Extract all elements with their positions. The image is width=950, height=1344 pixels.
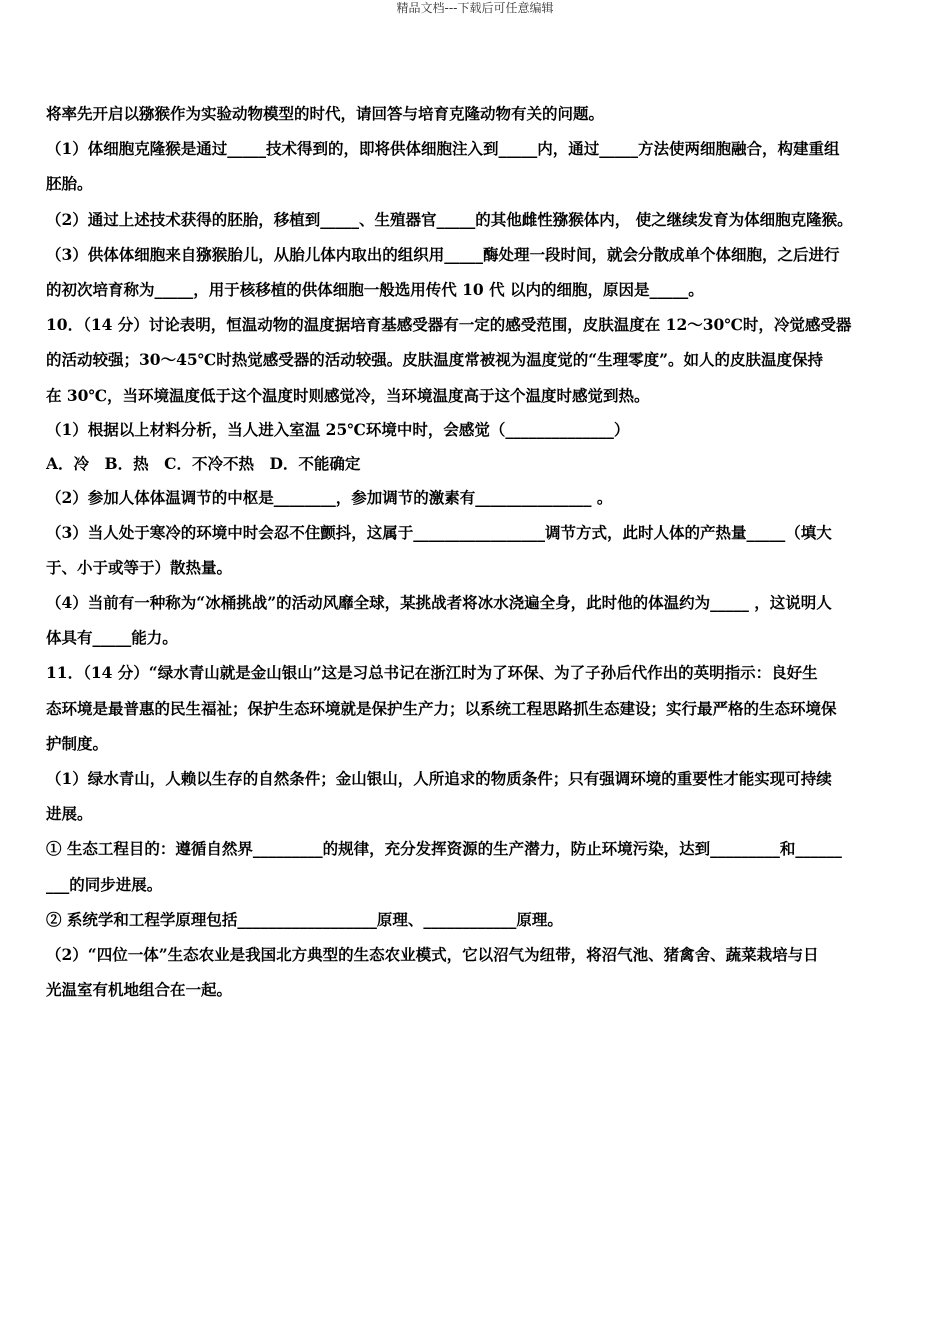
text-line: （2）“四位一体”生态农业是我国北方典型的生态农业模式，它以沼气为纽带，将沼气池、猪禽舍、蔬菜栽培与日: [46, 944, 819, 964]
text-line: 的初次培育称为_____，用于核移植的供体细胞一般选用传代 10 代 以内的细胞，原因是_____。: [46, 279, 704, 299]
text-line: 护制度。: [46, 733, 109, 753]
text-line: 在 30℃，当环境温度低于这个温度时则感觉冷，当环境温度高于这个温度时感觉到热。: [46, 385, 650, 405]
text-line: ② 系统学和工程学原理包括__________________原理、____________原理。: [46, 909, 563, 929]
document-body: [46, 96, 908, 1007]
text-line: 11．（14 分）“绿水青山就是金山银山”这是习总书记在浙江时为了环保、为了子孙后代作出的英明指示：良好生: [46, 663, 818, 683]
text-line: 进展。: [46, 804, 93, 824]
text-line: 胚胎。: [46, 174, 93, 194]
text-line: 光温室有机地组合在一起。: [46, 980, 233, 1000]
text-line: （2）通过上述技术获得的胚胎，移植到_____、生殖器官_____的其他雌性猕猴体内， 使之继续发育为体细胞克隆猴。: [46, 209, 853, 229]
text-line: ___的同步进展。: [46, 874, 163, 894]
text-line: （1）体细胞克隆猴是通过_____技术得到的，即将供体细胞注入到_____内，通过_____方法使两细胞融合，构建重组: [46, 139, 840, 159]
text-line: （1）根据以上材料分析，当人进入室温 25℃环境中时，会感觉（______________）: [46, 419, 630, 439]
text-line: （1）绿水青山，人赖以生存的自然条件；金山银山，人所追求的物质条件；只有强调环境的重要性才能实现可持续: [46, 769, 832, 788]
text-line: （3）供体体细胞来自猕猴胎儿，从胎儿体内取出的组织用_____酶处理一段时间，就会分散成单个体细胞，之后进行: [46, 244, 840, 264]
text-line: 体具有_____能力。: [46, 628, 178, 648]
text-line: （3）当人处于寒冷的环境中时会忍不住颤抖，这属于_________________调节方式，此时人体的产热量_____（填大: [46, 522, 832, 542]
text-line: （4）当前有一种称为“冰桶挑战”的活动风靡全球，某挑战者将冰水浇遍全身，此时他的体温约为_____ ，这说明人: [46, 593, 832, 613]
text-line: （2）参加人体体温调节的中枢是________，参加调节的激素有_______________ 。: [46, 487, 613, 507]
text-line: 将率先开启以猕猴作为实验动物模型的时代，请回答与培育克隆动物有关的问题。: [46, 104, 605, 123]
text-line: 10．（14 分）讨论表明，恒温动物的温度据培育基感受器有一定的感受范围，皮肤温度在 12～30℃时，冷觉感受器: [46, 315, 852, 335]
page-header-watermark: 精品文档---下载后可任意编辑: [396, 1, 554, 15]
text-line: ① 生态工程目的：遵循自然界_________的规律，充分发挥资源的生产潜力，防止环境污染，达到_________和______: [46, 839, 842, 859]
text-line: 的活动较强；30～45℃时热觉感受器的活动较强。皮肤温度常被视为温度觉的“生理零度”。如人的皮肤温度保持: [46, 350, 824, 370]
text-line: A．冷 B．热 C．不冷不热 D．不能确定: [46, 453, 361, 473]
text-line: 于、小于或等于）散热量。: [46, 557, 233, 577]
text-line: 态环境是最普惠的民生福祉；保护生态环境就是保护生产力；以系统工程思路抓生态建设；实行最严格的生态环境保: [46, 698, 837, 718]
